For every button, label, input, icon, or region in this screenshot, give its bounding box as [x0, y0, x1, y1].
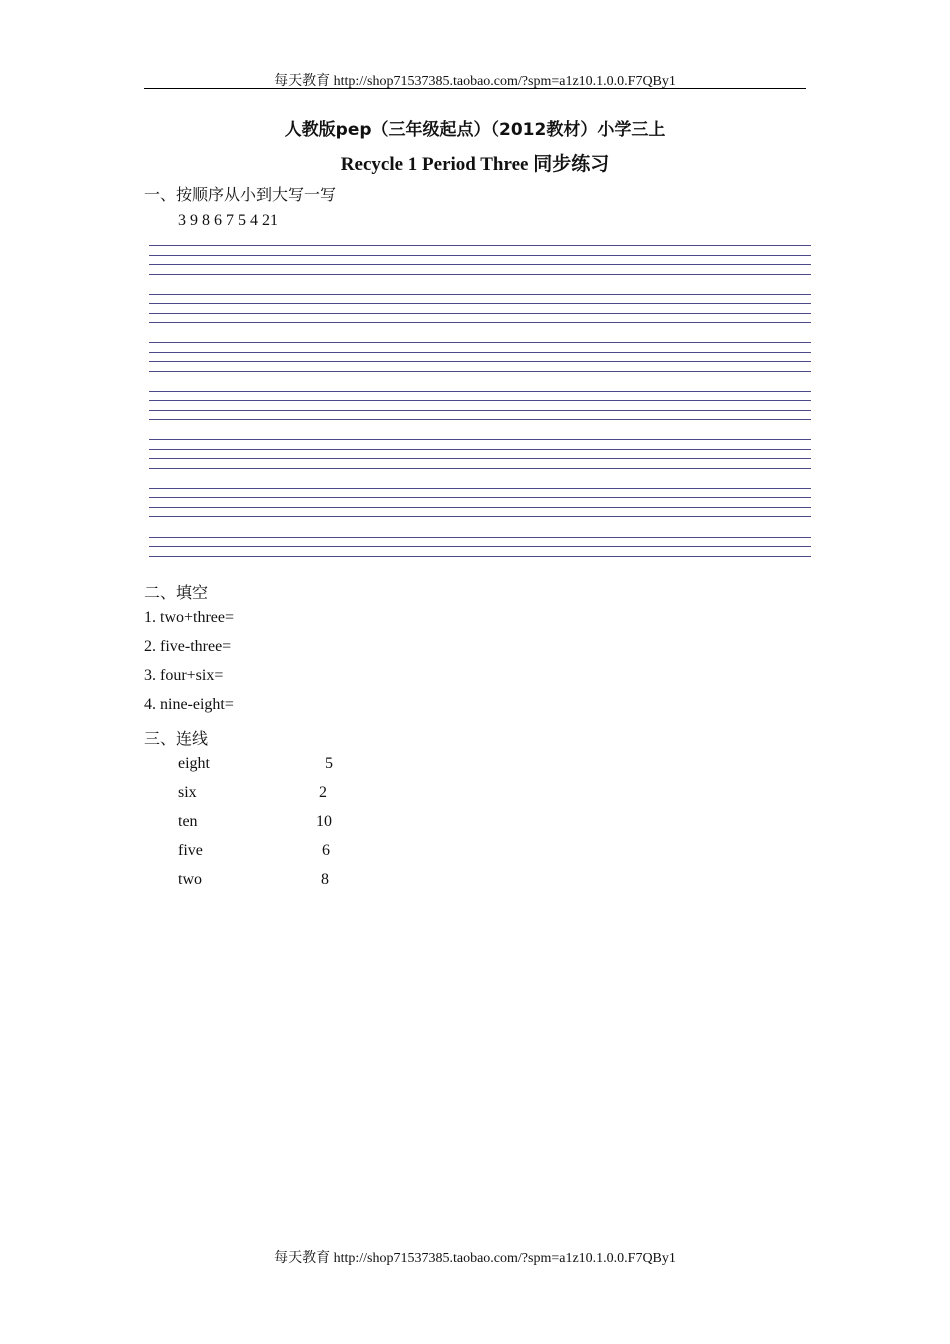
writing-line-group[interactable]: [149, 294, 811, 343]
match-word[interactable]: two: [178, 871, 202, 888]
writing-line-group[interactable]: [149, 537, 811, 586]
match-number[interactable]: 10: [316, 813, 332, 830]
match-word[interactable]: six: [178, 784, 197, 801]
section1-numbers: 3 9 8 6 7 5 4 21: [178, 212, 278, 229]
fill-item: 4. nine-eight=: [144, 696, 234, 713]
page-header: 每天教育 http://shop71537385.taobao.com/?spm=a1z10.1.0.0.F7QBy1: [274, 74, 676, 89]
section2-heading: 二、填空: [144, 585, 209, 602]
document-subtitle: Recycle 1 Period Three 同步练习: [340, 154, 610, 175]
match-word[interactable]: five: [178, 842, 203, 859]
writing-line-group[interactable]: [149, 488, 811, 537]
writing-line-group[interactable]: [149, 391, 811, 440]
match-word[interactable]: ten: [178, 813, 198, 830]
match-word[interactable]: eight: [178, 755, 210, 772]
match-number[interactable]: 8: [321, 871, 329, 888]
fill-item: 3. four+six=: [144, 667, 224, 684]
header-rule: [144, 88, 806, 89]
match-number[interactable]: 6: [322, 842, 330, 859]
writing-line-group[interactable]: [149, 245, 811, 294]
fill-item: 1. two+three=: [144, 609, 235, 626]
match-number[interactable]: 2: [319, 784, 327, 801]
match-number[interactable]: 5: [325, 755, 333, 772]
writing-line-group[interactable]: [149, 342, 811, 391]
section1-heading: 一、按顺序从小到大写一写: [144, 187, 337, 204]
fill-item: 2. five-three=: [144, 638, 232, 655]
section3-heading: 三、连线: [144, 731, 209, 748]
document-title: 人教版pep（三年级起点）（2012教材）小学三上: [284, 120, 666, 140]
writing-lines-area[interactable]: [149, 245, 811, 585]
page-footer: 每天教育 http://shop71537385.taobao.com/?spm=a1z10.1.0.0.F7QBy1: [274, 1251, 676, 1266]
writing-line-group[interactable]: [149, 439, 811, 488]
